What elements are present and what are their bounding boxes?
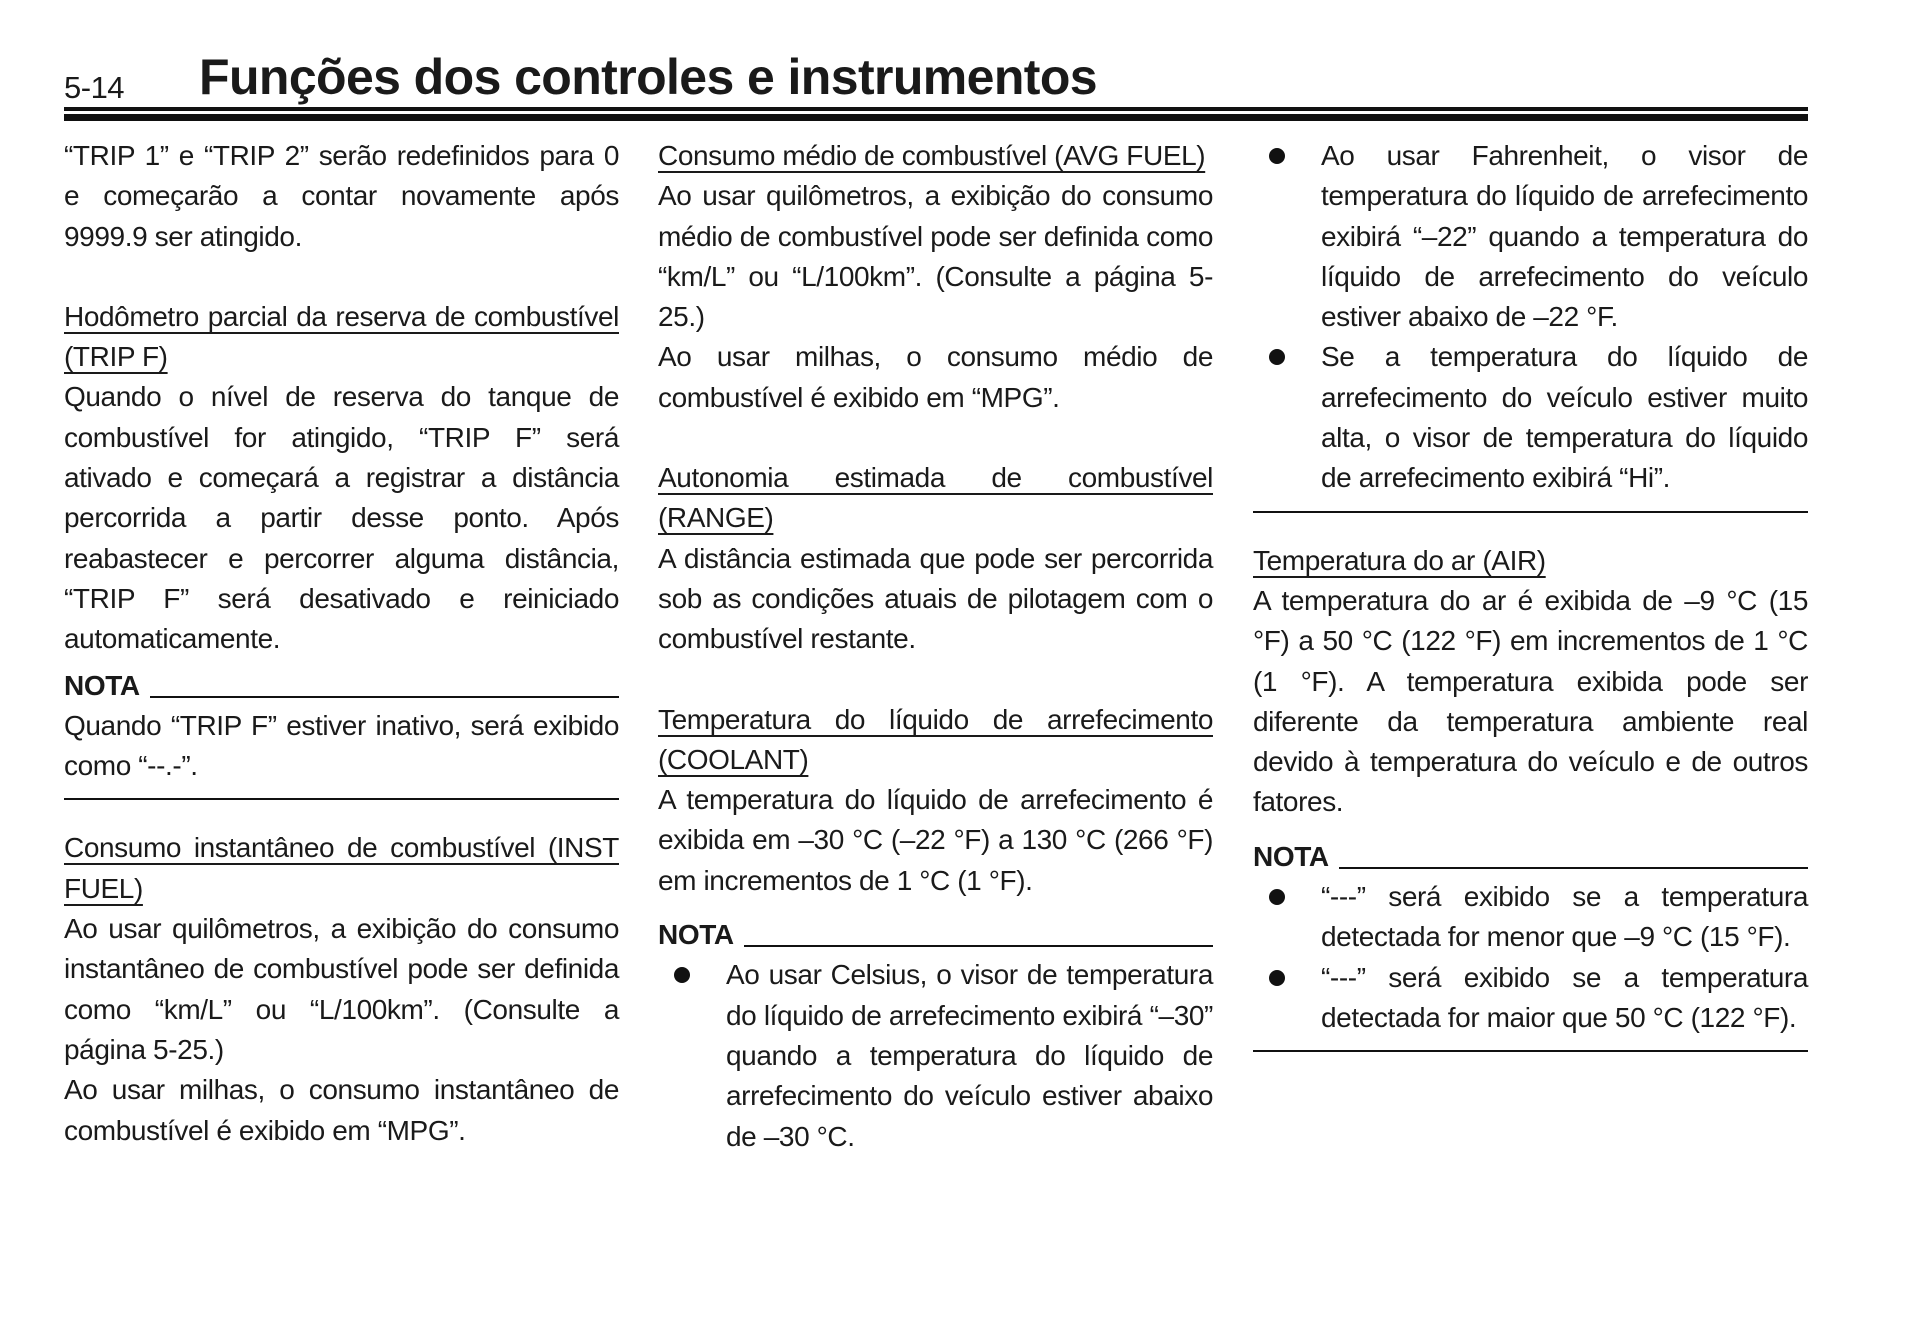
note-bullet-list: [1253, 877, 1808, 1038]
note-bullet-list: [1253, 136, 1808, 499]
trip-reset-text: “TRIP 1” e “TRIP 2” serão redefinidos para 0 e começarão a contar novamente após 9999.9 ser atingido.: [64, 140, 619, 252]
trip-f-text: Quando o nível de reserva do tanque de combustível for atingido, “TRIP F” será ativado e começará a registrar a distância percorrida a partir desse ponto. Após reabastecer e percorrer alguma distância, “TRIP F” será desativado e reiniciado automaticamente.: [64, 381, 619, 655]
inst-fuel-text-2: Ao usar milhas, o consumo instantâneo de combustível é exibido em “MPG”.: [64, 1074, 619, 1146]
column-3: [1253, 136, 1808, 1052]
bullet-icon: [1269, 970, 1285, 986]
section-title-coolant: Temperatura do líquido de arrefecimento (COOLANT): [658, 703, 1213, 775]
section-title-avg-fuel: Consumo médio de combustível (AVG FUEL): [658, 140, 1206, 171]
range-text: A distância estimada que pode ser percorrida sob as condições atuais de pilotagem com o combustível restante.: [658, 542, 1213, 655]
note-header: [658, 915, 1213, 955]
column-2: [658, 136, 1213, 1157]
section-title-inst-fuel: Consumo instantâneo de combustível (INST FUEL): [64, 832, 619, 904]
inst-fuel-text-1: Ao usar quilômetros, a exibição do consumo instantâneo de combustível pode ser definida como “km/L” ou “L/100km”. (Consulte a página 5-25.): [64, 913, 619, 1065]
avg-fuel-text-2: Ao usar milhas, o consumo médio de combustível é exibido em “MPG”.: [658, 341, 1213, 413]
note-header: [1253, 837, 1808, 877]
note-label: NOTA: [64, 669, 140, 701]
note-label: NOTA: [1253, 840, 1329, 872]
bullet-icon: [674, 967, 690, 983]
coolant-text: A temperatura do líquido de arrefecimento é exibida em –30 °C (–22 °F) a 130 °C (266 °F) em incrementos de 1 °C (1 °F).: [658, 784, 1213, 896]
air-text: A temperatura do ar é exibida de –9 °C (15 °F) a 50 °C (122 °F) em incrementos de 1 °C (1 °F). A temperatura exibida pode ser diferente da temperatura ambiente real devido à temperatura do veículo e de outros fatores.: [1253, 584, 1808, 818]
note-bullet: “---” será exibido se a temperatura detectada for maior que 50 °C (122 °F).: [1253, 958, 1808, 1039]
note-bullet: Ao usar Celsius, o visor de temperatura do líquido de arrefecimento exibirá “–30” quando a temperatura do líquido de arrefecimento do veículo estiver abaixo de –30 °C.: [658, 955, 1213, 1156]
avg-fuel-text-1: Ao usar quilômetros, a exibição do consumo médio de combustível pode ser definida como “km/L” ou “L/100km”. (Consulte a página 5-25.): [658, 180, 1213, 333]
note-bullet: “---” será exibido se a temperatura detectada for menor que –9 °C (15 °F).: [1253, 877, 1808, 958]
section-title-air: Temperatura do ar (AIR): [1253, 544, 1546, 576]
note-bullet-list: [658, 955, 1213, 1156]
note-text: Quando “TRIP F” estiver inativo, será exibido como “--.-”.: [64, 709, 619, 782]
bullet-icon: [1269, 148, 1285, 164]
note-header: [64, 666, 619, 706]
note-bullet: Ao usar Fahrenheit, o visor de temperatura do líquido de arrefecimento exibirá “–22” quando a temperatura do líquido de arrefecimento do veículo estiver abaixo de –22 °F.: [1253, 136, 1808, 337]
note-end-rule: [1253, 1050, 1808, 1052]
header-rule-thin: [64, 107, 1808, 111]
note-label: NOTA: [658, 919, 734, 951]
section-title-range: Autonomia estimada de combustível (RANGE): [658, 462, 1213, 534]
header-rule-thick: [64, 114, 1808, 121]
column-1: [64, 136, 619, 1151]
page-number: 5-14: [64, 70, 125, 105]
bullet-icon: [1269, 349, 1285, 365]
note-bullet: Se a temperatura do líquido de arrefecimento do veículo estiver muito alta, o visor de temperatura do líquido de arrefecimento exibirá “Hi”.: [1253, 337, 1808, 498]
bullet-icon: [1269, 889, 1285, 905]
section-title-trip-f: Hodômetro parcial da reserva de combustível (TRIP F): [64, 300, 619, 373]
page-title: Funções dos controles e instrumentos: [199, 49, 1098, 105]
